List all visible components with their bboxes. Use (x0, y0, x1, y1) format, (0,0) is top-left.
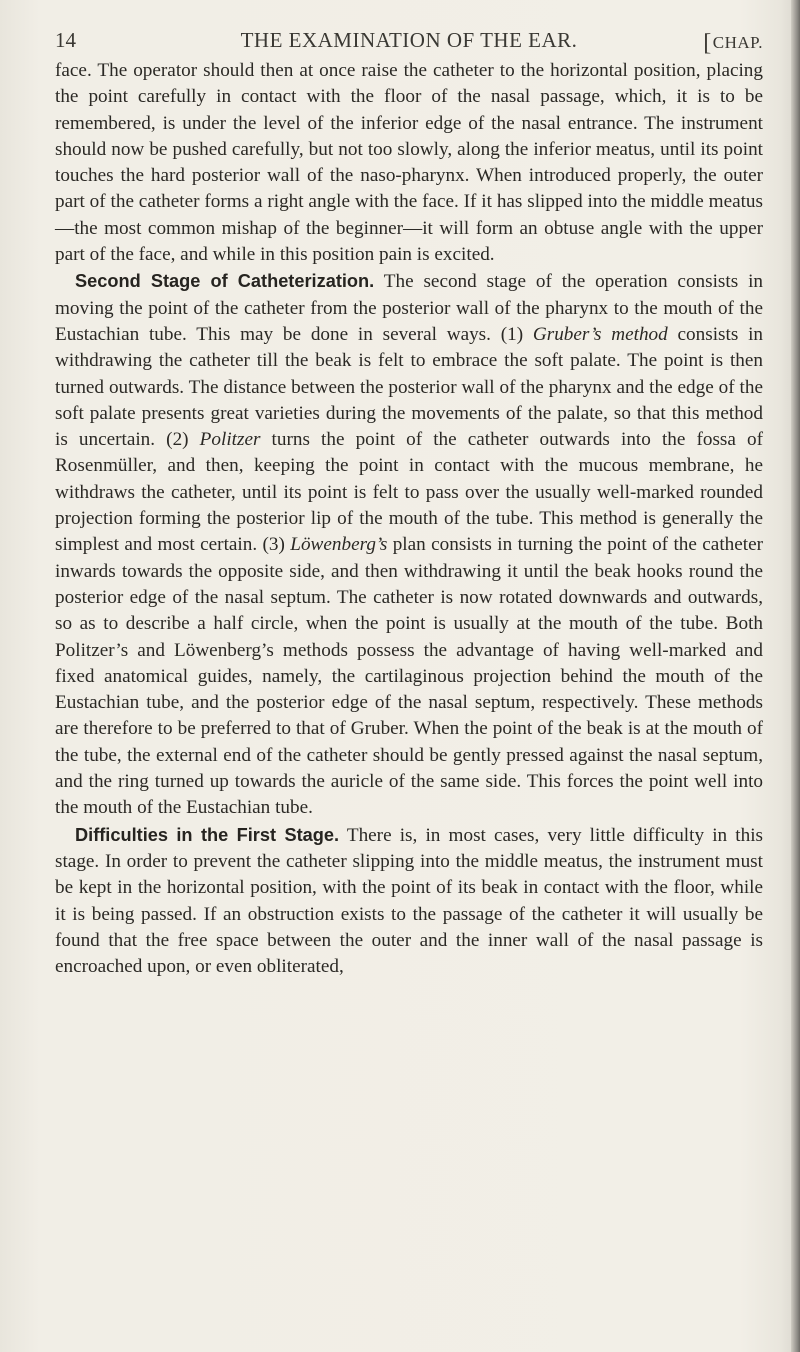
section-heading-second-stage: Second Stage of Catheterization. (75, 271, 375, 292)
page-edge-shadow (791, 0, 800, 1352)
method-name-gruber: Gruber’s method (532, 323, 668, 345)
paragraph-text: consists in withdrawing the catheter till the beak is felt to embrace the soft palate. The point is then turned outwards. The distance between the posterior wall of the pharynx and the edge of the soft palate presents great varieties during the movements of the palate, so that this method is uncertain. (2) (55, 323, 764, 451)
paragraph-difficulties (55, 822, 763, 981)
chapter-marker (703, 28, 763, 55)
page-number: 14 (55, 28, 76, 52)
section-heading-difficulties: Difficulties in the First Stage. (75, 824, 340, 845)
running-head (55, 28, 763, 58)
paragraph-text: turns the point of the catheter outwards into the fossa of Rosenmüller, and then, keeping the point in contact with the mucous membrane, he withdraws the catheter, until its point is felt to pass over the usually well-marked rounded projection forming the posterior lip of the mouth of the tube. This method is generally the simplest and most certain. (3) (55, 429, 764, 556)
method-name-politzer: Politzer (199, 429, 261, 451)
paragraph-text: There is, in most cases, very little difficulty in this stage. In order to prevent the catheter slipping into the middle meatus, the instrument must be kept in the horizontal position, with the point of its beak in contact with the floor, while it is being passed. If an obstruction exists to the passage of the catheter it will usually be found that the free space between the outer and the inner wall of the nasal passage is encroached upon, or even obliterated, (55, 824, 763, 978)
paragraph-second-stage (55, 268, 763, 821)
running-title: THE EXAMINATION OF THE EAR. (240, 28, 578, 52)
paragraph-continuation: face. The operator should then at once raise the catheter to the horizontal position, placing the point carefully in contact with the floor of the nasal passage, which, it is to be remembered, is under the level of the inferior edge of the nasal entrance. The instrument should now be pushed carefully, but not too slowly, along the inferior meatus, until its point touches the hard posterior wall of the naso-pharynx. When introduced properly, the outer part of the catheter forms a right angle with the face. If it has slipped into the middle meatus—the most common mishap of the beginner—it will form an obtuse angle with the upper part of the face, and while in this position pain is excited. (55, 60, 763, 266)
chapter-bracket: [ (703, 30, 712, 56)
paragraph-text: The second stage of the operation consists in moving the point of the catheter from the posterior wall of the pharynx to the mouth of the Eustachian tube. This may be done in several ways. (1) (55, 271, 763, 345)
method-name-lowenberg: Löwenberg’s (290, 534, 388, 556)
chapter-label: CHAP. (712, 33, 763, 52)
paragraph-text: plan consists in turning the point of the catheter inwards towards the opposite side, and then withdrawing it until the beak hooks round the posterior edge of the nasal septum. The catheter is now rotated downwards and outwards, so as to describe a half circle, when the point is usually at the mouth of the tube. Both Politzer’s and Löwenberg’s methods possess the advantage of having well-marked and fixed anatomical guides, namely, the cartilaginous projection behind the mouth of the Eustachian tube, and the posterior edge of the nasal septum, respectively. These methods are therefore to be preferred to that of Gruber. When the point of the beak is at the mouth of the tube, the external end of the catheter should be gently pressed against the nasal septum, and the ring turned up towards the auricle of the same side. This forces the point well into the mouth of the Eustachian tube. (55, 534, 763, 819)
body-text (55, 58, 763, 980)
